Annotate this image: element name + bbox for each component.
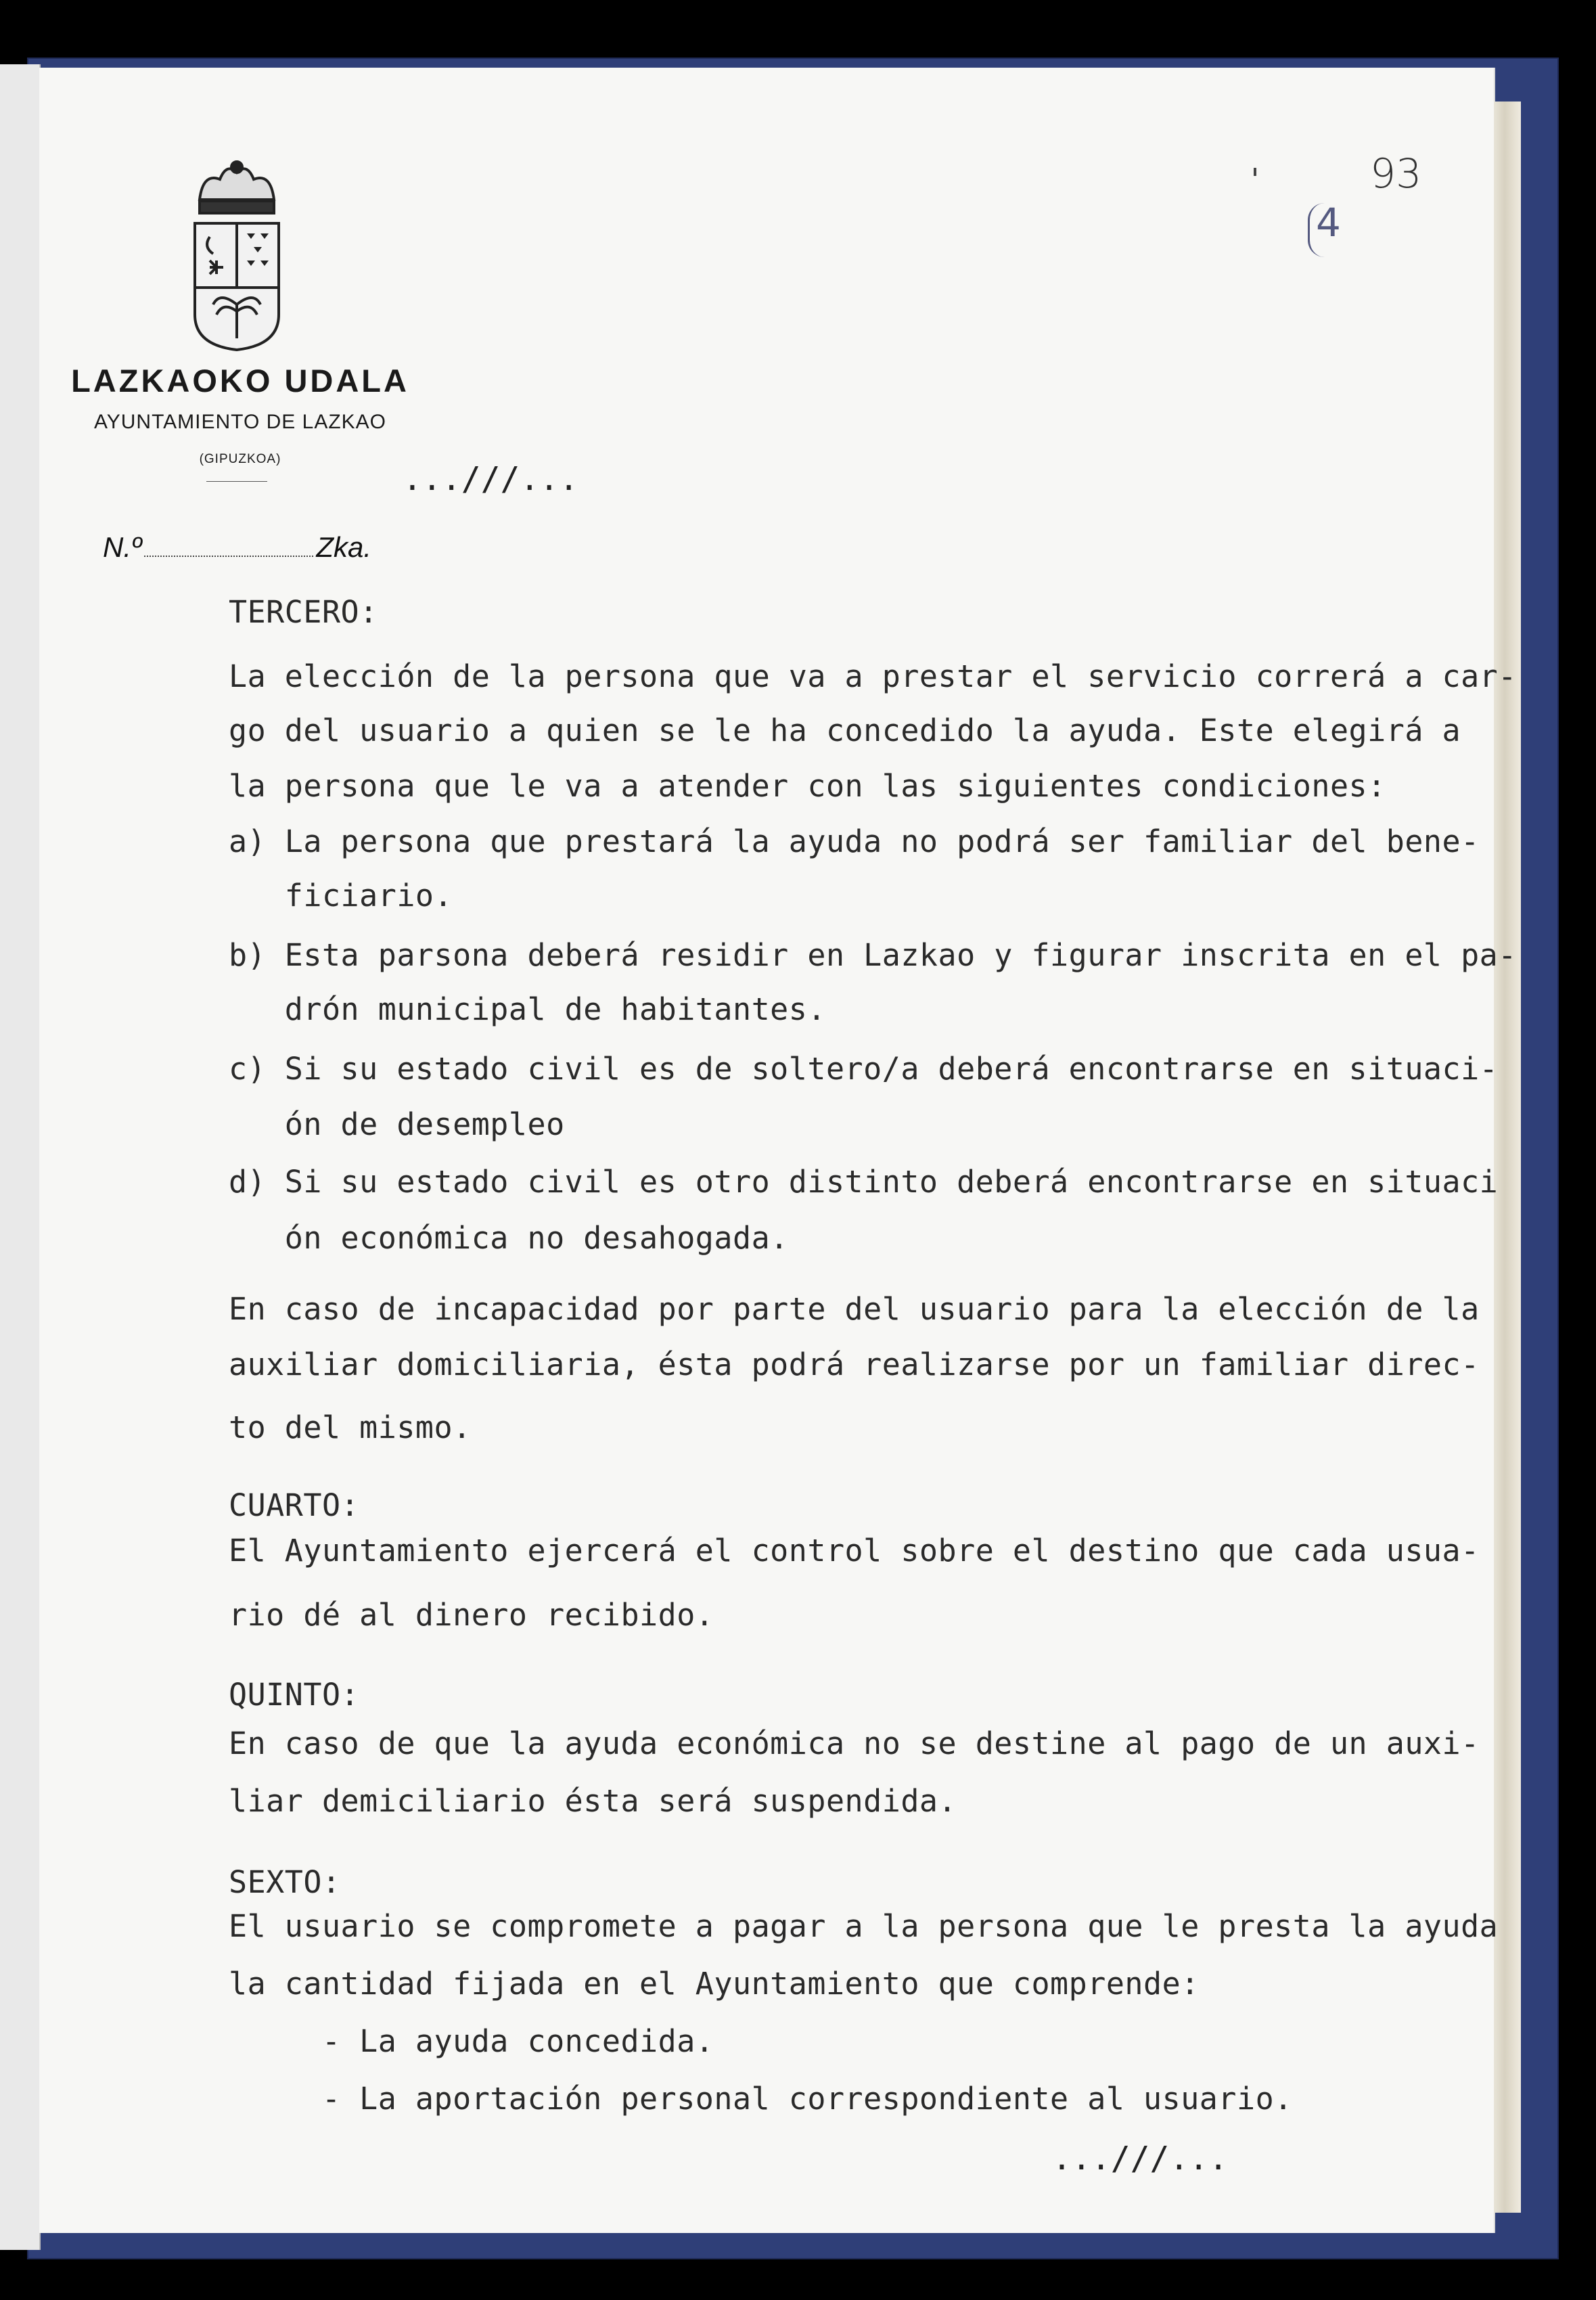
body-line: la cantidad fijada en el Ayuntamiento que comprende: (229, 1966, 1200, 2002)
section-heading-quinto: QUINTO: (229, 1677, 360, 1713)
section-heading-cuarto: CUARTO: (229, 1487, 360, 1523)
province-label: (GIPUZKOA) (199, 452, 281, 466)
body-line: to del mismo. (229, 1410, 472, 1445)
body-line: liar demiciliario ésta será suspendida. (229, 1783, 957, 1819)
body-line: En caso de incapacidad por parte del usuario para la elección de la (229, 1291, 1480, 1327)
header-divider (206, 481, 267, 482)
list-item-c-cont: ón de desempleo (229, 1106, 565, 1142)
list-item-c: c) Si su estado civil es de soltero/a deberá encontrarse en situaci- (229, 1051, 1499, 1087)
body-line: La elección de la persona que va a prestar el servicio correrá a car- (229, 658, 1517, 694)
body-line: go del usuario a quien se le ha concedido la ayuda. Este elegirá a (229, 713, 1461, 748)
list-item-d: d) Si su estado civil es otro distinto deberá encontrarse en situaci (229, 1164, 1499, 1200)
continuation-mark-bottom: ...///... (1052, 2140, 1229, 2178)
body-line: auxiliar domiciliaria, ésta podrá realizarse por un familiar direc- (229, 1347, 1480, 1382)
section-heading-sexto: SEXTO: (229, 1864, 341, 1900)
reference-number-field (103, 531, 371, 564)
list-item-d-cont: ón económica no desahogada. (229, 1220, 789, 1256)
handwritten-mark: 4 (1316, 200, 1341, 246)
list-dash-item: - La ayuda concedida. (229, 2023, 714, 2059)
page-stack-edge (1494, 102, 1521, 2213)
body-line: El Ayuntamiento ejercerá el control sobre el destino que cada usua- (229, 1533, 1480, 1569)
continuation-mark-top: ...///... (403, 460, 579, 498)
number-blank (144, 555, 313, 557)
body-line: El usuario se compromete a pagar a la persona que le presta la ayuda (229, 1908, 1499, 1944)
handwritten-page-number: 93 (1370, 150, 1422, 198)
list-item-a: a) La persona que prestará la ayuda no podrá ser familiar del bene- (229, 824, 1480, 859)
coat-of-arms-icon (189, 159, 284, 352)
list-item-a-cont: ficiario. (229, 878, 453, 914)
body-line: En caso de que la ayuda económica no se destine al pago de un auxi- (229, 1726, 1480, 1761)
list-item-b-cont: drón municipal de habitantes. (229, 991, 826, 1027)
body-line: rio dé al dinero recibido. (229, 1597, 714, 1633)
number-suffix: Zka. (316, 531, 372, 563)
municipality-title: LAZKAOKO UDALA (71, 363, 409, 399)
section-heading-tercero: TERCERO: (229, 594, 378, 630)
municipality-subtitle: AYUNTAMIENTO DE LAZKAO (93, 411, 387, 433)
list-dash-item: - La aportación personal correspondiente al usuario. (229, 2081, 1293, 2117)
list-item-b: b) Esta parsona deberá residir en Lazkao y figurar inscrita en el pa- (229, 937, 1517, 973)
number-prefix: N.º (103, 531, 142, 563)
ink-mark (1254, 168, 1256, 176)
body-line: la persona que le va a atender con las siguientes condiciones: (229, 768, 1386, 804)
